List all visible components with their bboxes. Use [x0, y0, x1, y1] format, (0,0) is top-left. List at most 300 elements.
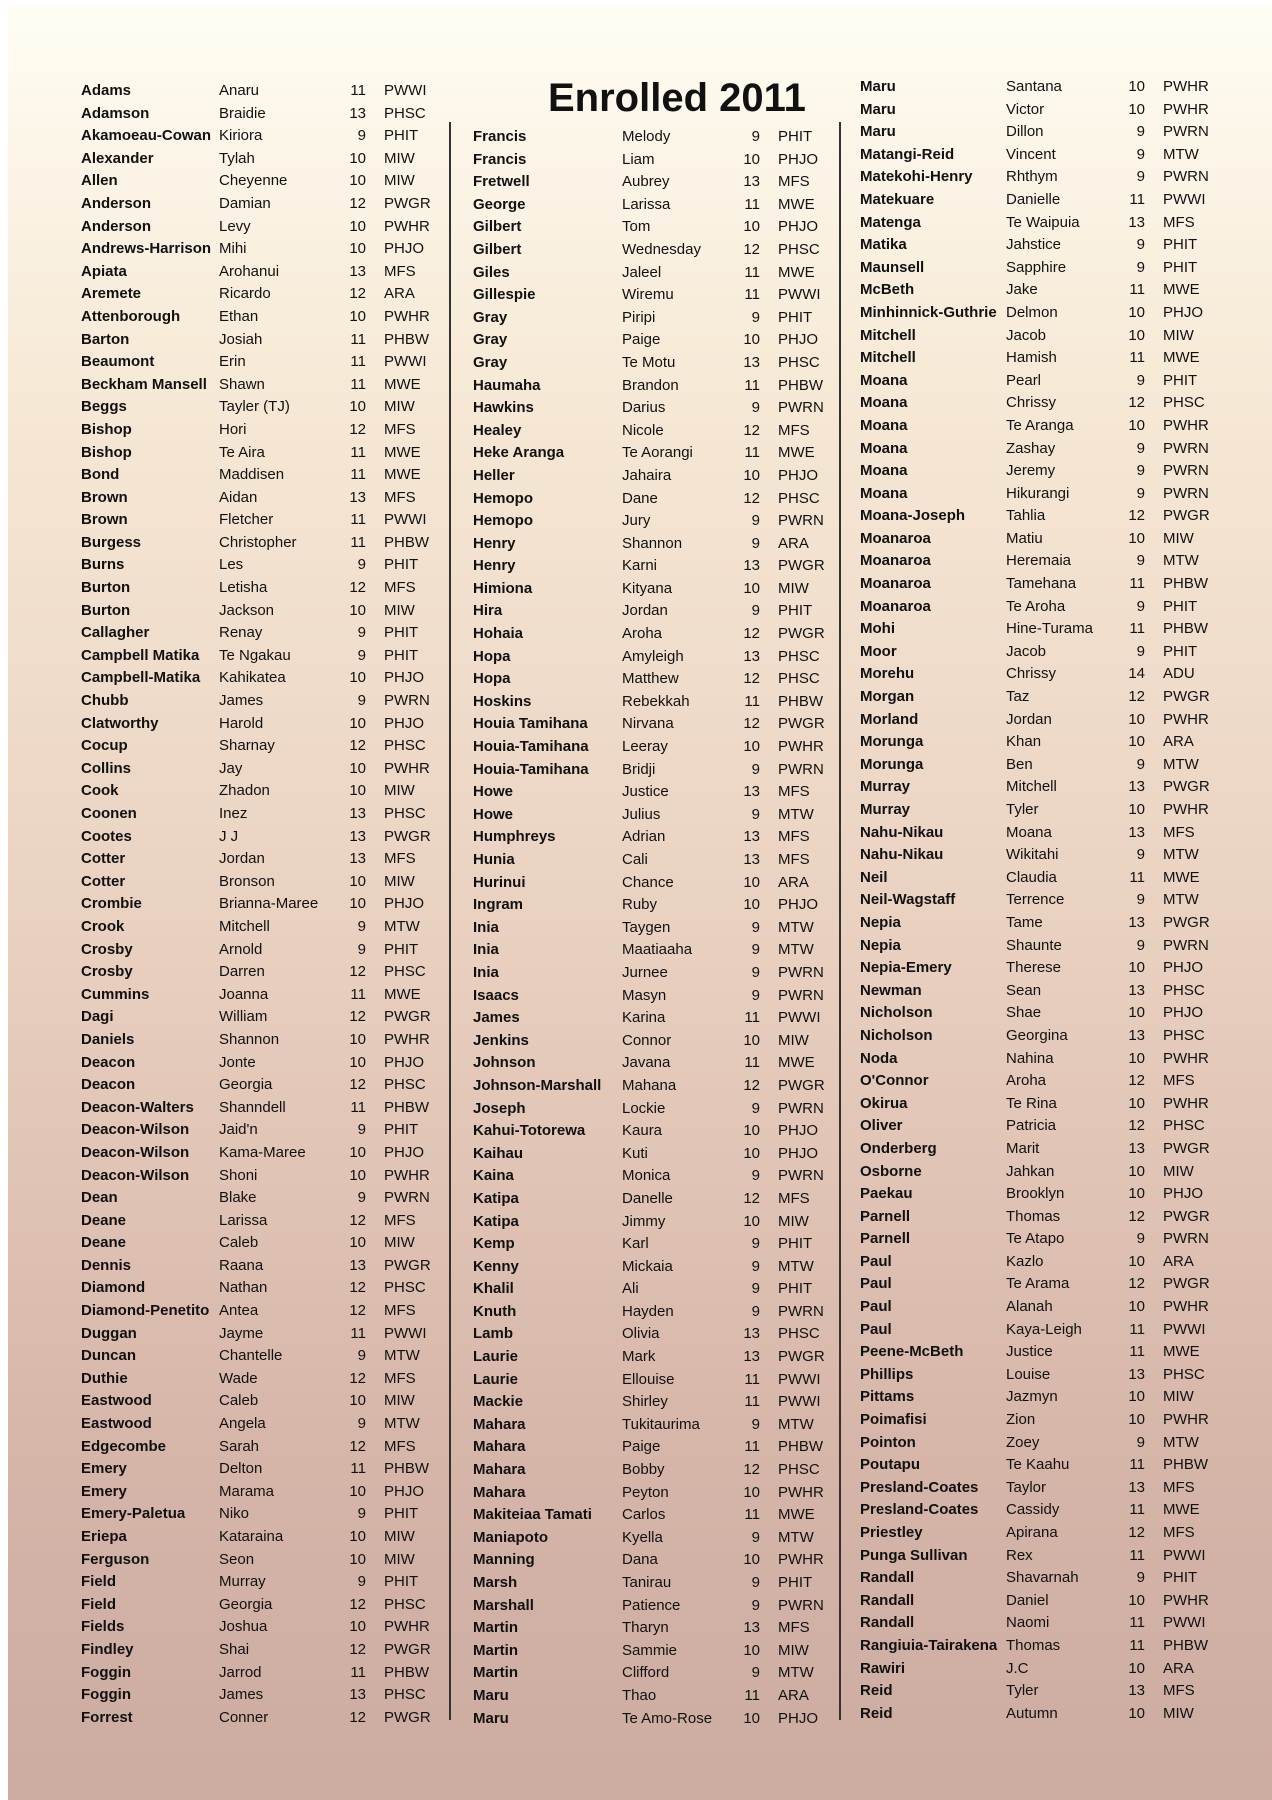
surname: Eastwood	[81, 1415, 152, 1433]
first-name: Julius	[622, 805, 661, 823]
first-name: Liam	[622, 150, 655, 168]
class-code: MFS	[778, 851, 810, 868]
first-name: Te Rina	[1006, 1094, 1057, 1112]
year-level: 10	[349, 1143, 366, 1161]
first-name: Kaya-Leigh	[1006, 1320, 1082, 1338]
year-level: 13	[743, 173, 760, 191]
surname: Inia	[473, 963, 499, 981]
surname: Adamson	[81, 104, 150, 122]
first-name: Dane	[622, 489, 658, 507]
year-level: 11	[1129, 1456, 1145, 1474]
surname: Inia	[473, 941, 499, 959]
first-name: Jury	[622, 512, 651, 530]
class-code: PHJO	[384, 669, 425, 687]
surname: Hopa	[473, 647, 511, 665]
class-code: PWHR	[1163, 1049, 1209, 1067]
year-level: 11	[350, 1663, 366, 1681]
surname: Ingram	[473, 896, 524, 914]
class-code: PWHR	[1163, 801, 1209, 818]
surname: Heke Aranga	[473, 444, 565, 462]
surname: Deacon-Wilson	[81, 1143, 190, 1161]
first-name: Te Amo-Rose	[622, 1709, 713, 1727]
class-code: PWHR	[778, 738, 824, 756]
surname: Nepia	[860, 936, 901, 954]
surname: Cummins	[81, 985, 150, 1003]
surname: Moanaroa	[860, 552, 931, 570]
year-level: 10	[349, 759, 366, 777]
year-level: 12	[1128, 688, 1145, 706]
first-name: Jordan	[622, 602, 668, 620]
surname: Morunga	[860, 755, 924, 773]
year-level: 9	[751, 805, 760, 823]
class-code: MTW	[1163, 755, 1199, 773]
surname: Oliver	[860, 1117, 903, 1135]
surname: Healey	[473, 421, 522, 439]
surname: Onderberg	[860, 1139, 937, 1157]
surname: Deacon-Wilson	[81, 1166, 190, 1184]
surname: Francis	[473, 150, 527, 168]
surname: Poimafisi	[860, 1411, 927, 1429]
class-code: MIW	[778, 579, 809, 597]
class-code: PHBW	[1163, 620, 1208, 638]
class-code: PWHR	[384, 759, 430, 777]
surname: Joseph	[473, 1099, 526, 1117]
surname: Martin	[473, 1619, 518, 1637]
surname: Katipa	[473, 1189, 519, 1207]
surname: Edgecombe	[81, 1437, 167, 1455]
surname: Kemp	[473, 1235, 515, 1253]
class-code: MFS	[778, 1189, 810, 1207]
column-divider-2	[839, 122, 841, 1720]
surname: Parnell	[860, 1230, 911, 1248]
class-code: PHJO	[384, 1053, 425, 1071]
surname: Pointon	[860, 1433, 916, 1451]
first-name: Rex	[1006, 1546, 1033, 1564]
surname: Mahara	[473, 1483, 526, 1501]
surname: Henry	[473, 557, 516, 575]
year-level: 12	[743, 1461, 760, 1479]
class-code: PHIT	[384, 556, 419, 574]
first-name: Jordan	[219, 850, 265, 868]
class-code: MFS	[778, 1619, 810, 1637]
class-code: PWGR	[778, 1348, 825, 1366]
surname: Randall	[860, 1591, 915, 1609]
first-name: Thao	[622, 1686, 657, 1704]
year-level: 10	[349, 1030, 366, 1048]
year-level: 13	[349, 827, 366, 845]
surname: O'Connor	[860, 1072, 929, 1090]
page-title: Enrolled 2011	[548, 76, 806, 120]
year-level: 9	[751, 308, 760, 326]
year-level: 10	[1128, 1094, 1145, 1112]
surname: Foggin	[81, 1686, 131, 1704]
first-name: Brooklyn	[1006, 1185, 1065, 1203]
class-code: PHSC	[1163, 394, 1205, 412]
class-code: PWGR	[384, 1640, 431, 1658]
class-code: PWGR	[384, 827, 431, 845]
first-name: Cali	[622, 851, 648, 868]
class-code: PWRN	[778, 1302, 824, 1320]
surname: Cotter	[81, 850, 126, 868]
first-name: Te Motu	[622, 353, 676, 371]
surname: Marshall	[473, 1596, 534, 1614]
class-code: ARA	[778, 873, 809, 891]
year-level: 11	[744, 1370, 760, 1388]
year-level: 12	[349, 1302, 366, 1320]
class-code: MTW	[1163, 145, 1199, 163]
first-name: Jake	[1006, 281, 1038, 299]
year-level: 10	[743, 1122, 760, 1140]
first-name: Danielle	[1006, 190, 1061, 208]
class-code: MIW	[1163, 529, 1194, 547]
class-code: PWHR	[1163, 1591, 1209, 1609]
first-name: Braidie	[219, 104, 266, 122]
first-name: Jeremy	[1006, 462, 1056, 480]
first-name: Kyella	[622, 1528, 663, 1546]
first-name: Georgina	[1006, 1026, 1068, 1044]
year-level: 12	[743, 421, 760, 439]
class-code: PWWI	[1163, 1614, 1206, 1632]
class-code: PWRN	[778, 986, 824, 1004]
surname: Reid	[860, 1682, 893, 1700]
class-code: MIW	[384, 172, 415, 190]
class-code: PWHR	[778, 1551, 824, 1569]
class-code: PWGR	[778, 557, 825, 575]
year-level: 9	[1136, 145, 1145, 163]
first-name: Inez	[219, 805, 248, 822]
first-name: Niko	[219, 1505, 250, 1523]
class-code: PWRN	[778, 1167, 824, 1185]
class-code: PWRN	[778, 1099, 824, 1117]
class-code: PHIT	[778, 1235, 813, 1253]
class-code: PWRN	[1163, 936, 1209, 954]
surname: Bishop	[81, 420, 132, 438]
year-level: 13	[349, 104, 366, 122]
year-level: 9	[751, 1302, 760, 1320]
year-level: 12	[349, 1595, 366, 1613]
surname: Emery	[81, 1482, 127, 1500]
class-code: ADU	[1163, 665, 1195, 683]
class-code: PHJO	[778, 331, 819, 349]
first-name: Bronson	[219, 872, 275, 890]
surname: Punga Sullivan	[860, 1546, 968, 1564]
class-code: PHJO	[778, 1709, 819, 1727]
surname: Neil-Wagstaff	[860, 891, 956, 909]
class-code: MWE	[778, 1054, 815, 1072]
first-name: Shoni	[219, 1166, 258, 1184]
first-name: Tukitaurima	[622, 1415, 700, 1433]
first-name: Autumn	[1006, 1704, 1058, 1722]
year-level: 11	[1129, 349, 1145, 367]
class-code: PWRN	[778, 963, 824, 981]
year-level: 10	[349, 172, 366, 190]
class-code: MIW	[384, 601, 415, 619]
first-name: Anaru	[219, 82, 260, 99]
first-name: Nathan	[219, 1279, 268, 1297]
class-code: PWGR	[384, 194, 431, 212]
class-code: PWGR	[778, 715, 825, 733]
first-name: Kuti	[622, 1144, 648, 1162]
year-level: 10	[743, 150, 760, 168]
first-name: Jordan	[1006, 710, 1052, 728]
year-level: 10	[743, 1641, 760, 1659]
first-name: Carlos	[622, 1506, 666, 1524]
class-code: PWHR	[1163, 1298, 1209, 1316]
class-code: MTW	[778, 1664, 814, 1682]
first-name: Raana	[219, 1256, 264, 1274]
class-code: MTW	[778, 805, 814, 823]
class-code: ARA	[778, 1686, 809, 1704]
year-level: 11	[350, 353, 366, 371]
class-code: PWGR	[1163, 507, 1210, 525]
class-code: PHSC	[384, 1076, 426, 1094]
first-name: Sharnay	[219, 737, 275, 755]
class-code: PWWI	[1163, 190, 1206, 208]
year-level: 9	[751, 963, 760, 981]
surname: Priestley	[860, 1524, 923, 1541]
surname: Mackie	[473, 1393, 524, 1411]
surname: Mahara	[473, 1415, 526, 1433]
first-name: Piripi	[622, 308, 656, 326]
class-code: MTW	[778, 1415, 814, 1433]
first-name: Jarrod	[219, 1663, 262, 1681]
first-name: Jahkan	[1006, 1162, 1055, 1180]
class-code: ARA	[1163, 1659, 1194, 1677]
surname: Moana	[860, 371, 908, 389]
year-level: 9	[751, 1167, 760, 1185]
class-code: PHSC	[384, 1279, 426, 1297]
class-code: MWE	[778, 195, 815, 213]
class-code: MTW	[778, 1528, 814, 1546]
first-name: Shirley	[622, 1393, 668, 1411]
year-level: 12	[349, 194, 366, 212]
year-level: 12	[349, 1076, 366, 1094]
class-code: PWHR	[1163, 78, 1209, 95]
surname: Crosby	[81, 963, 133, 981]
class-code: PHSC	[384, 1595, 426, 1613]
year-level: 9	[1136, 371, 1145, 389]
year-level: 13	[349, 805, 366, 822]
class-code: PWWI	[1163, 1320, 1206, 1338]
year-level: 10	[349, 872, 366, 890]
surname: Bond	[81, 466, 120, 484]
class-code: PHBW	[778, 692, 823, 710]
first-name: Therese	[1006, 959, 1062, 977]
surname: Burton	[81, 601, 131, 619]
year-level: 11	[1129, 1320, 1145, 1338]
first-name: Letisha	[219, 579, 268, 597]
surname: Presland-Coates	[860, 1501, 979, 1519]
first-name: Te Atapo	[1006, 1230, 1065, 1248]
year-level: 9	[751, 1574, 760, 1591]
class-code: MTW	[384, 1347, 420, 1365]
year-level: 10	[1128, 416, 1145, 434]
class-code: PHIT	[384, 624, 419, 642]
year-level: 13	[1128, 981, 1145, 999]
year-level: 9	[1136, 597, 1145, 615]
surname: Anderson	[81, 194, 152, 212]
first-name: Marit	[1006, 1139, 1040, 1157]
first-name: Chrissy	[1006, 665, 1057, 683]
class-code: PHSC	[778, 1461, 820, 1479]
year-level: 10	[1128, 1004, 1145, 1022]
year-level: 10	[349, 714, 366, 732]
surname: Poutapu	[860, 1456, 920, 1474]
class-code: PWHR	[384, 1618, 430, 1636]
surname: Fretwell	[473, 173, 530, 191]
first-name: Maddisen	[219, 466, 285, 484]
class-code: PWRN	[778, 760, 824, 778]
class-code: PHSC	[778, 647, 820, 665]
surname: George	[473, 195, 526, 213]
first-name: Jay	[219, 759, 243, 777]
surname: Houia-Tamihana	[473, 760, 589, 778]
surname: Chubb	[81, 692, 129, 710]
surname: Burns	[81, 556, 125, 574]
year-level: 11	[350, 82, 366, 99]
surname: Anderson	[81, 217, 152, 235]
class-code: PHSC	[384, 1686, 426, 1704]
surname: Matangi-Reid	[860, 145, 955, 163]
surname: Field	[81, 1573, 117, 1591]
surname: Barton	[81, 330, 130, 348]
first-name: Cassidy	[1006, 1501, 1060, 1519]
first-name: Moana	[1006, 823, 1052, 841]
first-name: Marama	[219, 1482, 275, 1500]
year-level: 12	[349, 1211, 366, 1229]
year-level: 10	[743, 218, 760, 236]
class-code: PHIT	[1163, 642, 1198, 660]
year-level: 11	[744, 376, 760, 394]
surname: Field	[81, 1595, 117, 1613]
first-name: Tharyn	[622, 1619, 669, 1637]
class-code: MTW	[384, 917, 420, 935]
first-name: Blake	[219, 1189, 257, 1207]
class-code: PHSC	[1163, 1117, 1205, 1135]
surname: Duthie	[81, 1369, 128, 1387]
first-name: Mark	[622, 1348, 656, 1366]
surname: Nicholson	[860, 1004, 933, 1022]
first-name: J J	[219, 827, 239, 845]
surname: Deacon-Wilson	[81, 1121, 190, 1139]
class-code: PWGR	[384, 1008, 431, 1026]
first-name: Wikitahi	[1006, 846, 1059, 864]
year-level: 10	[349, 669, 366, 687]
class-code: PWGR	[778, 625, 825, 643]
surname: Pittams	[860, 1388, 915, 1406]
first-name: Te Kaahu	[1006, 1456, 1070, 1474]
year-level: 9	[751, 760, 760, 778]
class-code: MWE	[384, 375, 421, 393]
surname: Crook	[81, 917, 125, 935]
first-name: Tylah	[219, 149, 255, 167]
first-name: Ellouise	[622, 1370, 675, 1388]
class-code: MIW	[778, 1641, 809, 1659]
first-name: Jahaira	[622, 466, 672, 484]
year-level: 9	[1136, 123, 1145, 141]
year-level: 10	[743, 1031, 760, 1049]
class-code: PHSC	[1163, 981, 1205, 999]
first-name: Larissa	[219, 1211, 268, 1229]
first-name: Mahana	[622, 1076, 677, 1094]
first-name: Jimmy	[622, 1212, 666, 1230]
year-level: 10	[349, 398, 366, 416]
class-code: PHIT	[384, 1505, 419, 1523]
class-code: PHSC	[384, 737, 426, 755]
surname: Randall	[860, 1614, 915, 1632]
surname: Burton	[81, 579, 131, 597]
year-level: 13	[743, 353, 760, 371]
year-level: 9	[1136, 891, 1145, 909]
year-level: 12	[1128, 507, 1145, 525]
class-code: MWE	[1163, 349, 1200, 367]
surname: Hira	[473, 602, 503, 620]
first-name: Claudia	[1006, 868, 1057, 886]
first-name: Danelle	[622, 1189, 673, 1207]
surname: Akamoeau-Cowan	[81, 127, 212, 145]
first-name: Karina	[622, 1009, 666, 1027]
surname: Murray	[860, 801, 911, 818]
year-level: 10	[743, 579, 760, 597]
surname: Andrews-Harrison	[81, 240, 212, 258]
class-code: PHJO	[778, 218, 819, 236]
surname: Johnson-Marshall	[473, 1076, 602, 1094]
surname: Paul	[860, 1320, 892, 1338]
surname: Hurinui	[473, 873, 526, 891]
class-code: MTW	[778, 918, 814, 936]
first-name: Tom	[622, 218, 651, 236]
year-level: 9	[357, 1189, 366, 1207]
class-code: PHIT	[778, 308, 813, 326]
first-name: Joanna	[219, 985, 269, 1003]
surname: Diamond	[81, 1279, 146, 1297]
first-name: Delmon	[1006, 303, 1058, 321]
first-name: Delton	[219, 1460, 263, 1478]
surname: Isaacs	[473, 986, 519, 1004]
first-name: Ricardo	[219, 285, 271, 303]
surname: Mahara	[473, 1438, 526, 1456]
class-code: PHIT	[778, 602, 813, 620]
year-level: 11	[744, 263, 760, 281]
year-level: 10	[1128, 959, 1145, 977]
class-code: MFS	[384, 1369, 416, 1387]
first-name: Amyleigh	[622, 647, 684, 665]
surname: Deane	[81, 1234, 127, 1252]
surname: Humphreys	[473, 828, 556, 846]
year-level: 12	[349, 579, 366, 597]
surname: Paul	[860, 1275, 892, 1293]
class-code: PWRN	[778, 512, 824, 530]
class-code: ARA	[1163, 1252, 1194, 1270]
year-level: 13	[1128, 1682, 1145, 1700]
first-name: Adrian	[622, 828, 666, 846]
surname: Hawkins	[473, 399, 534, 417]
year-level: 10	[1128, 710, 1145, 728]
class-code: MFS	[1163, 823, 1195, 841]
year-level: 9	[751, 1257, 760, 1275]
first-name: Karni	[622, 557, 658, 575]
year-level: 10	[743, 331, 760, 349]
surname: Nahu-Nikau	[860, 823, 944, 841]
class-code: PWHR	[384, 1030, 430, 1048]
class-code: MIW	[384, 1234, 415, 1252]
surname: Gray	[473, 353, 508, 371]
year-level: 9	[751, 128, 760, 145]
class-code: PHJO	[384, 240, 425, 258]
first-name: Harold	[219, 714, 264, 732]
first-name: Hikurangi	[1006, 484, 1070, 502]
surname: Haumaha	[473, 376, 541, 394]
